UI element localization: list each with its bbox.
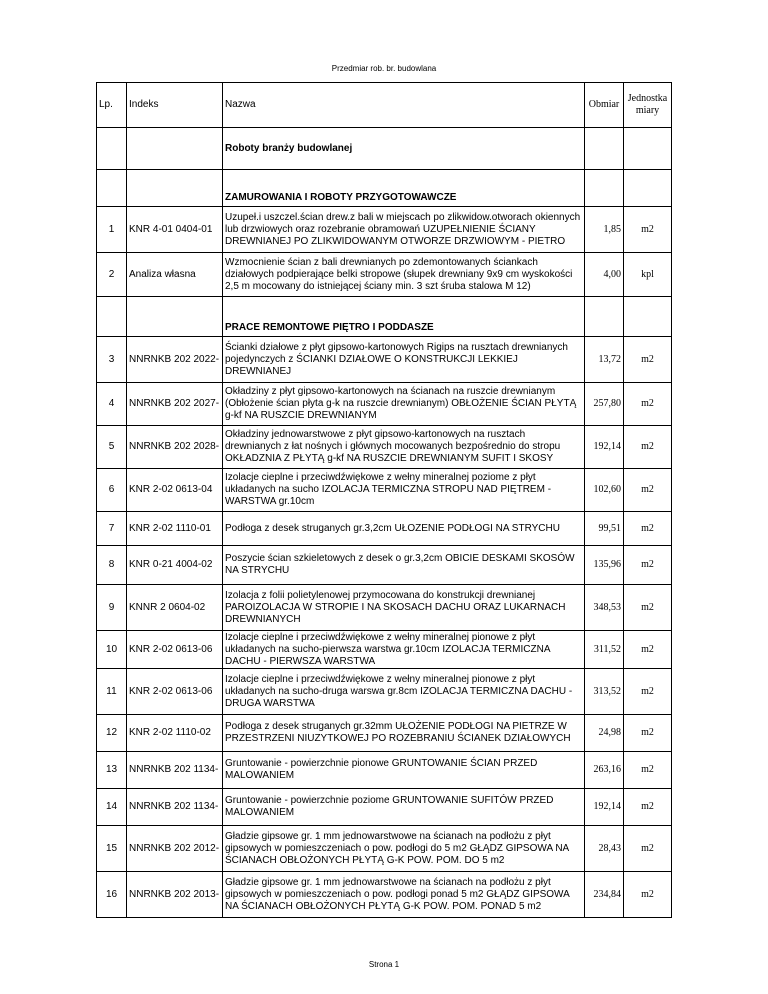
row-obmiar: 192,14	[585, 789, 624, 826]
table-row	[97, 546, 672, 585]
row-name: Izolacje cieplne i przeciwdźwiękowe z wełny mineralnej pionowe z płyt układanych na sucho-pierwsza warstwa gr.10cm IZOLACJA TERMICZNA DACHU - PIERWSZA WARSTWA	[223, 631, 585, 669]
row-name: Podłoga z desek struganych gr.32mm UŁOŻENIE PODŁOGI NA PIETRZE W PRZESTRZENI NIUZYTKOWEJ PO ROZEBRANIU ŚCIANEK DZIAŁOWYCH	[223, 715, 585, 752]
row-obmiar: 263,16	[585, 752, 624, 789]
row-index: KNR 2-02 0613-06	[127, 631, 223, 669]
section-title-2: PRACE REMONTOWE PIĘTRO I PODDASZE	[223, 297, 585, 337]
unit-header-line2: miary	[635, 105, 660, 116]
row-obmiar: 99,51	[585, 512, 624, 546]
row-lp: 8	[97, 546, 127, 585]
row-obmiar: 348,53	[585, 585, 624, 631]
row-obmiar: 1,85	[585, 207, 624, 253]
row-unit: m2	[624, 631, 672, 669]
row-lp: 9	[97, 585, 127, 631]
row-lp: 16	[97, 872, 127, 918]
row-unit: m2	[624, 789, 672, 826]
row-index: KNR 2-02 1110-01	[127, 512, 223, 546]
row-unit: m2	[624, 512, 672, 546]
row-name: Poszycie ścian szkieletowych z desek o gr.3,2cm OBICIE DESKAMI SKOSÓW NA STRYCHU	[223, 546, 585, 585]
table-row	[97, 789, 672, 826]
table-row	[97, 631, 672, 669]
row-index: KNNR 2 0604-02	[127, 585, 223, 631]
table-row	[97, 585, 672, 631]
row-lp: 15	[97, 826, 127, 872]
cost-estimate-table	[96, 82, 672, 918]
row-unit: m2	[624, 585, 672, 631]
row-lp: 4	[97, 383, 127, 426]
row-index: KNR 0-21 4004-02	[127, 546, 223, 585]
column-header-lp: Lp.	[97, 83, 127, 128]
row-lp: 12	[97, 715, 127, 752]
page-footer: Strona 1	[368, 960, 400, 969]
table-row	[97, 669, 672, 715]
row-obmiar: 4,00	[585, 253, 624, 297]
row-name: Okładziny z płyt gipsowo-kartonowych na ścianach na ruszcie drewnianym (Obłożenie ścian płyta g-k na ruszcie drewnianym) OBŁOŻENIE ŚCIAN PŁYTĄ g-kf NA RUSZCIE DREWNIANYM	[223, 383, 585, 426]
row-index: NNRNKB 202 2027-	[127, 383, 223, 426]
row-name: Okładziny jednowarstwowe z płyt gipsowo-kartonowych na rusztach drewnianych z łat nośnych i głównych mocowanych bezpośrednio do stropu OKŁADZNIA Z PŁYTĄ g-kf NA RUSZCIE DREWNIANYM SUFIT I SKOSY	[223, 426, 585, 469]
row-obmiar: 13,72	[585, 337, 624, 383]
row-obmiar: 257,80	[585, 383, 624, 426]
row-name: Izolacja z folii polietylenowej przymocowana do konstrukcji drewnianej PAROIZOLACJA W STROPIE I NA SKOSACH DACHU ORAZ LUKARNACH DREWNIANYCH	[223, 585, 585, 631]
column-header-name: Nazwa	[223, 83, 585, 128]
row-unit: m2	[624, 826, 672, 872]
row-unit: m2	[624, 546, 672, 585]
table-row	[97, 469, 672, 512]
row-name: Ścianki działowe z płyt gipsowo-kartonowych Rigips na rusztach drewnianych pojedynczych z ŚCIANKI DZIAŁOWE O KONSTRUKCJI LEKKIEJ DREWNIANEJ	[223, 337, 585, 383]
row-unit: m2	[624, 872, 672, 918]
row-index: NNRNKB 202 1134-	[127, 752, 223, 789]
section-row-2	[97, 297, 672, 337]
row-unit: m2	[624, 715, 672, 752]
row-obmiar: 24,98	[585, 715, 624, 752]
section-title-main: Roboty branży budowlanej	[223, 128, 585, 170]
row-index: NNRNKB 202 2012-	[127, 826, 223, 872]
row-unit: m2	[624, 469, 672, 512]
row-index: KNR 4-01 0404-01	[127, 207, 223, 253]
table-row	[97, 426, 672, 469]
row-lp: 10	[97, 631, 127, 669]
row-index: NNRNKB 202 2022-	[127, 337, 223, 383]
row-name: Gruntowanie - powierzchnie poziome GRUNTOWANIE SUFITÓW PRZED MALOWANIEM	[223, 789, 585, 826]
row-name: Wzmocnienie ścian z bali drewnianych po zdemontowanych ściankach działowych podpierające belki stropowe (słupek drewniany 9x9 cm wyskokości 2,5 m mocowany do istniejącej ściany min. 3 szt śruba stalowa M 12)	[223, 253, 585, 297]
row-obmiar: 28,43	[585, 826, 624, 872]
row-name: Gładzie gipsowe gr. 1 mm jednowarstwowe na ścianach na podłożu z płyt gipsowych w pomieszczeniach o pow. podłogi do 5 m2 GŁĄDZ GIPSOWA NA ŚCIANACH OBŁOŻONYCH PŁYTĄ G-K POW. POM. DO 5 m2	[223, 826, 585, 872]
row-index: NNRNKB 202 1134-	[127, 789, 223, 826]
row-index: KNR 2-02 1110-02	[127, 715, 223, 752]
table-row	[97, 337, 672, 383]
table-header-row	[97, 83, 672, 128]
row-lp: 2	[97, 253, 127, 297]
row-index: NNRNKB 202 2028-	[127, 426, 223, 469]
section-row-1	[97, 170, 672, 207]
page-header: Przedmiar rob. br. budowlana	[331, 64, 437, 73]
unit-header-line1: Jednostka	[627, 93, 668, 104]
section-title-1: ZAMUROWANIA I ROBOTY PRZYGOTOWAWCZE	[223, 170, 585, 207]
row-name: Podłoga z desek struganych gr.3,2cm UŁOZENIE PODŁOGI NA STRYCHU	[223, 512, 585, 546]
column-header-unit	[624, 83, 672, 128]
table-row	[97, 512, 672, 546]
table-row	[97, 715, 672, 752]
row-lp: 7	[97, 512, 127, 546]
row-lp: 3	[97, 337, 127, 383]
row-index: KNR 2-02 0613-06	[127, 669, 223, 715]
row-lp: 6	[97, 469, 127, 512]
column-header-index: Indeks	[127, 83, 223, 128]
table-row	[97, 826, 672, 872]
section-row-main	[97, 128, 672, 170]
row-name: Gruntowanie - powierzchnie pionowe GRUNTOWANIE ŚCIAN PRZED MALOWANIEM	[223, 752, 585, 789]
row-unit: kpl	[624, 253, 672, 297]
row-unit: m2	[624, 207, 672, 253]
row-lp: 14	[97, 789, 127, 826]
row-unit: m2	[624, 383, 672, 426]
table-row	[97, 872, 672, 918]
table-row	[97, 207, 672, 253]
row-lp: 11	[97, 669, 127, 715]
table-row	[97, 383, 672, 426]
row-lp: 1	[97, 207, 127, 253]
row-index: NNRNKB 202 2013-	[127, 872, 223, 918]
row-obmiar: 311,52	[585, 631, 624, 669]
row-unit: m2	[624, 752, 672, 789]
row-obmiar: 234,84	[585, 872, 624, 918]
row-unit: m2	[624, 426, 672, 469]
row-lp: 13	[97, 752, 127, 789]
row-index: Analiza własna	[127, 253, 223, 297]
row-name: Izolacje cieplne i przeciwdźwiękowe z wełny mineralnej poziome z płyt układanych na sucho IZOLACJA TERMICZNA STROPU NAD PIĘTREM - WARSTWA gr.10cm	[223, 469, 585, 512]
row-index: KNR 2-02 0613-04	[127, 469, 223, 512]
row-name: Uzupeł.i uszczel.ścian drew.z bali w miejscach po zlikwidow.otworach okiennych lub drzwiowych oraz rozebranie obramowań UZUPEŁNIENIE ŚCIANY DREWNIANEJ PO ZLIKWIDOWANYM OTWORZE DRZWIOWYM - PIETRO	[223, 207, 585, 253]
row-obmiar: 135,96	[585, 546, 624, 585]
row-unit: m2	[624, 669, 672, 715]
row-name: Gładzie gipsowe gr. 1 mm jednowarstwowe na ścianach na podłożu z płyt gipsowych w pomieszczeniach o pow. podłogi ponad 5 m2 GŁĄDZ GIPSOWA NA ŚCIANACH OBŁOŻONYCH PŁYTĄ G-K POW. POM. PONAD 5 m2	[223, 872, 585, 918]
row-obmiar: 313,52	[585, 669, 624, 715]
row-obmiar: 102,60	[585, 469, 624, 512]
row-obmiar: 192,14	[585, 426, 624, 469]
table-row	[97, 752, 672, 789]
row-lp: 5	[97, 426, 127, 469]
table-row	[97, 253, 672, 297]
row-name: Izolacje cieplne i przeciwdźwiękowe z wełny mineralnej pionowe z płyt układanych na sucho-druga warswa gr.8cm IZOLACJA TERMICZNA DACHU - DRUGA WARSTWA	[223, 669, 585, 715]
column-header-obmiar: Obmiar	[585, 83, 624, 128]
row-unit: m2	[624, 337, 672, 383]
